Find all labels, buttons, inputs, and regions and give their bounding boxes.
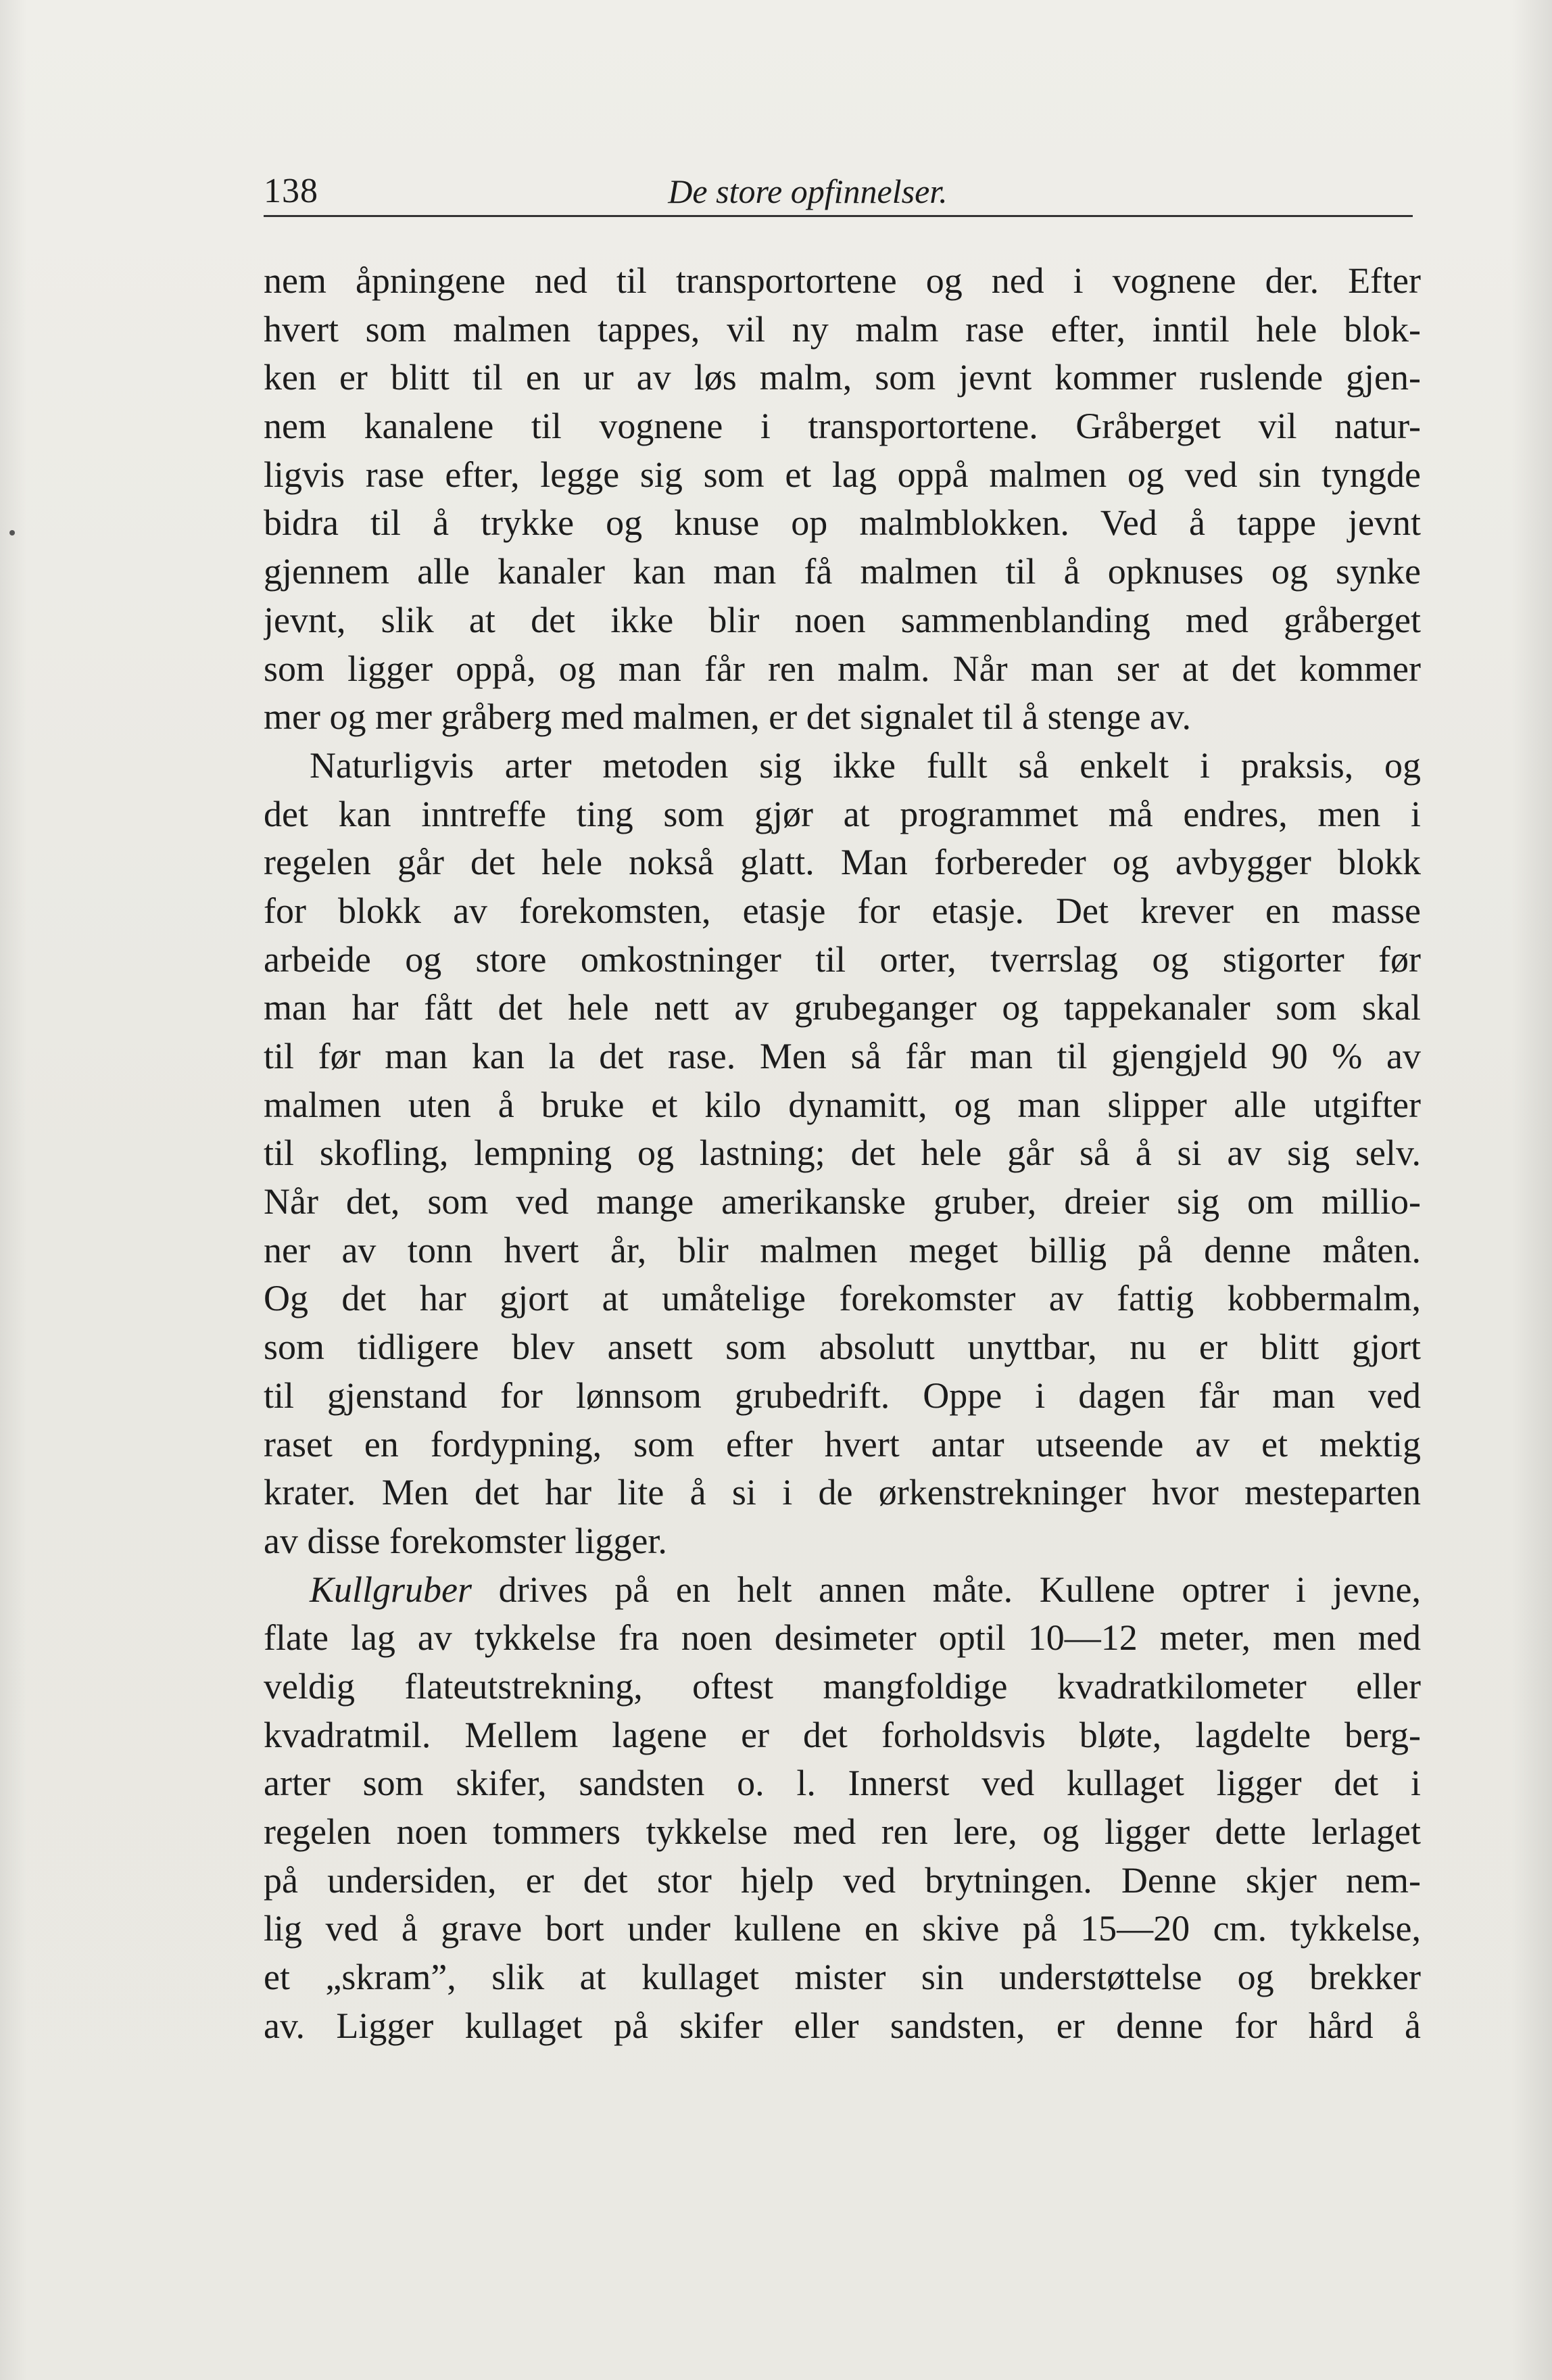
text-line: til skofling, lempning og lastning; det hele går så å si av sig selv. xyxy=(264,1133,1421,1174)
page-header xyxy=(264,161,1413,217)
text-line: mer og mer gråberg med malmen, er det signalet til å stenge av. xyxy=(264,696,1192,738)
text-line: jevnt, slik at det ikke blir noen sammenblanding med gråberget xyxy=(264,599,1421,640)
text-line-kullgruber xyxy=(264,1566,1421,1615)
text-line: malmen uten å bruke et kilo dynamitt, og man slipper alle utgifter xyxy=(264,1084,1421,1125)
running-title: De store opfinnelser. xyxy=(668,172,948,210)
text-line: det kan inntreffe ting som gjør at programmet må endres, men i xyxy=(264,793,1421,834)
text-line: regelen går det hele nokså glatt. Man forbereder og avbygger blokk xyxy=(264,842,1421,883)
text-line: ken er blitt til en ur av løs malm, som jevnt kommer ruslende gjen- xyxy=(264,357,1421,398)
text-line: til før man kan la det rase. Men så får man til gjengjeld 90 % av xyxy=(264,1036,1421,1076)
text-line: hvert som malmen tappes, vil ny malm rase efter, inntil hele blok- xyxy=(264,308,1421,350)
text-line: arter som skifer, sandsten o. l. Innerst ved kullaget ligger det i xyxy=(264,1763,1421,1804)
text-line: Og det har gjort at umåtelige forekomster av fattig kobbermalm, xyxy=(264,1278,1421,1319)
body-text xyxy=(264,257,1421,2050)
text-line: av. Ligger kullaget på skifer eller sandsten, er denne for hård å xyxy=(264,2005,1421,2046)
text-line: raset en fordypning, som efter hvert antar utseende av et mektig xyxy=(264,1423,1421,1465)
text-line: flate lag av tykkelse fra noen desimeter optil 10—12 meter, men med xyxy=(264,1617,1421,1659)
italic-term: Kullgruber xyxy=(310,1569,472,1610)
text-line: Når det, som ved mange amerikanske gruber, dreier sig om millio- xyxy=(264,1181,1421,1222)
text-line: gjennem alle kanaler kan man få malmen til å opknuses og synke xyxy=(264,551,1421,592)
text-line: for blokk av forekomsten, etasje for etasje. Det krever en masse xyxy=(264,890,1421,931)
text-line: et „skram”, slik at kullaget mister sin understøttelse og brekker xyxy=(264,1957,1421,1998)
text-line: på undersiden, er det stor hjelp ved brytningen. Denne skjer nem- xyxy=(264,1859,1421,1901)
text-line: av disse forekomster ligger. xyxy=(264,1520,667,1561)
text-line: regelen noen tommers tykkelse med ren lere, og ligger dette lerlaget xyxy=(264,1811,1421,1852)
text-line: Naturligvis arter metoden sig ikke fullt så enkelt i praksis, og xyxy=(310,744,1421,786)
text-line: bidra til å trykke og knuse op malmblokken. Ved å tappe jevnt xyxy=(264,502,1421,544)
text-line: lig ved å grave bort under kullene en skive på 15—20 cm. tykkelse, xyxy=(264,1908,1421,1949)
text-line: som tidligere blev ansett som absolutt unyttbar, nu er blitt gjort xyxy=(264,1327,1421,1368)
text-line: nem kanalene til vognene i transportortene. Gråberget vil natur- xyxy=(264,406,1421,447)
text-line: ner av tonn hvert år, blir malmen meget billig på denne måten. xyxy=(264,1229,1421,1270)
text-line: man har fått det hele nett av grubeganger og tappekanaler som skal xyxy=(264,987,1421,1028)
text-line: som ligger oppå, og man får ren malm. Når man ser at det kommer xyxy=(264,648,1421,689)
text-line: krater. Men det har lite å si i de ørkenstrekninger hvor mesteparten xyxy=(264,1472,1421,1513)
text-line-rest: drives på en helt annen måte. Kullene optrer i jevne, xyxy=(498,1569,1421,1610)
paper-speck xyxy=(9,530,15,536)
text-line: veldig flateutstrekning, oftest mangfoldige kvadratkilometer eller xyxy=(264,1665,1421,1707)
text-line: kvadratmil. Mellem lagene er det forholdsvis bløte, lagdelte berg- xyxy=(264,1714,1421,1755)
text-line: til gjenstand for lønnsom grubedrift. Oppe i dagen får man ved xyxy=(264,1375,1421,1416)
text-line: nem åpningene ned til transportortene og ned i vognene der. Efter xyxy=(264,260,1421,301)
page-number: 138 xyxy=(264,172,318,210)
text-line: arbeide og store omkostninger til orter, tverrslag og stigorter før xyxy=(264,938,1421,980)
text-line: ligvis rase efter, legge sig som et lag oppå malmen og ved sin tyngde xyxy=(264,454,1421,495)
